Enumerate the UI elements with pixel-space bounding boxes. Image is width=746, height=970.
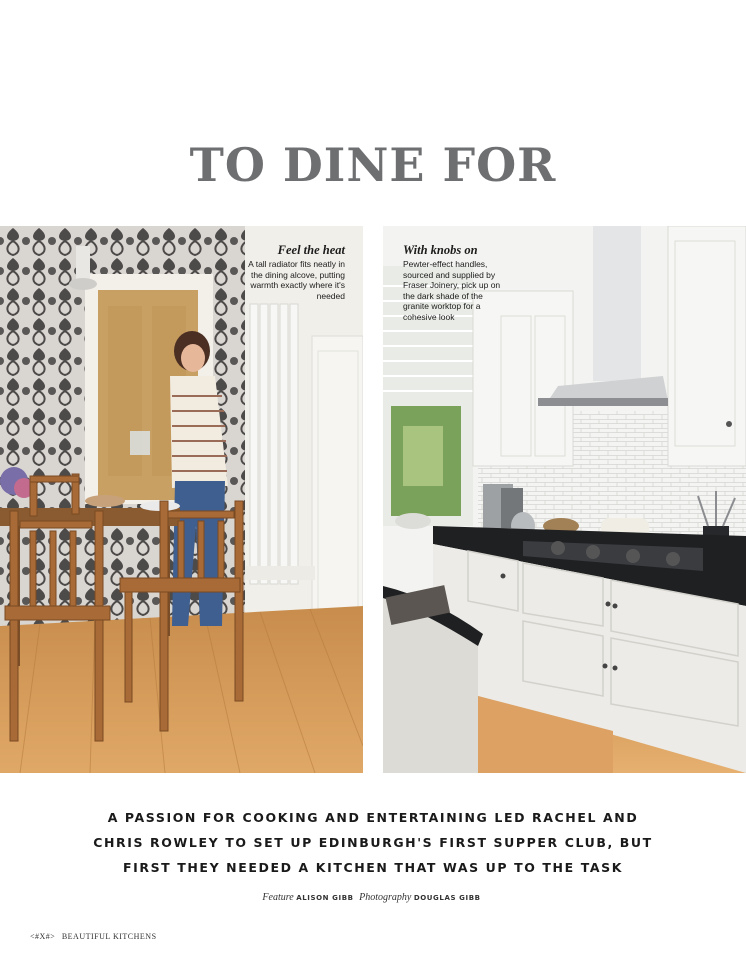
standfirst	[0, 805, 746, 880]
headline: TO DINE FOR	[189, 138, 557, 192]
standfirst-line: A PASSION FOR COOKING AND ENTERTAINING LED RACHEL AND	[107, 810, 639, 825]
caption-body: Pewter-effect handles, sourced and supplied by Fraser Joinery, pick up on the dark shade of the granite worktop for a cohesive look	[403, 259, 501, 322]
publication-name: BEAUTIFUL KITCHENS	[61, 932, 157, 941]
standfirst-line: FIRST THEY NEEDED A KITCHEN THAT WAS UP TO THE TASK	[122, 860, 624, 875]
photography-name: DOUGLAS GIBB	[413, 894, 481, 902]
page-footer	[30, 932, 161, 941]
photography-label: Photography	[359, 892, 412, 903]
caption-title: With knobs on	[403, 243, 478, 257]
feature-name: ALISON GIBB	[296, 894, 354, 902]
caption-feel-the-heat	[245, 242, 345, 301]
dining-room-photo	[0, 226, 363, 773]
caption-title: Feel the heat	[277, 243, 345, 257]
page-number: <#X#>	[30, 932, 56, 941]
caption-with-knobs-on	[403, 242, 503, 322]
caption-body: A tall radiator fits neatly in the dining alcove, putting warmth exactly where it's needed	[248, 259, 345, 301]
standfirst-line: CHRIS ROWLEY TO SET UP EDINBURGH'S FIRST SUPPER CLUB, BUT	[93, 835, 653, 850]
credits	[0, 892, 746, 903]
feature-label: Feature	[262, 892, 294, 903]
